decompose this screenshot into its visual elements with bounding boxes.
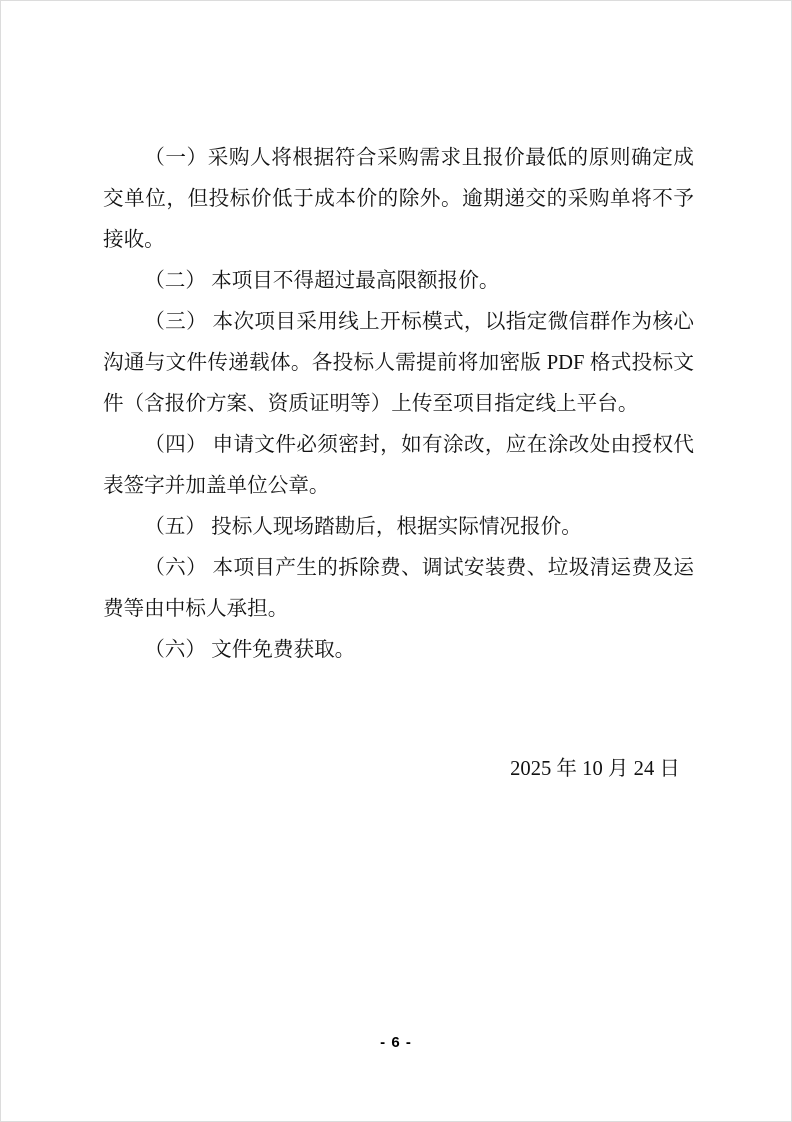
body-paragraph: （三） 本次项目采用线上开标模式，以指定微信群作为核心沟通与文件传递载体。各投标人需提前将加密版 PDF 格式投标文件（含报价方案、资质证明等）上传至项目指定线上平台。 xyxy=(103,311,694,415)
body-paragraph: （六） 本项目产生的拆除费、调试安装费、垃圾清运费及运费等由中标人承担。 xyxy=(103,557,694,620)
body-paragraph: （四） 申请文件必须密封，如有涂改，应在涂改处由授权代表签字并加盖单位公章。 xyxy=(103,434,694,497)
page-number: - 6 - xyxy=(380,1034,412,1051)
body-paragraph: （二） 本项目不得超过最高限额报价。 xyxy=(144,270,500,292)
body-paragraph: （六） 文件免费获取。 xyxy=(144,639,356,661)
date-line: 2025 年 10 月 24 日 xyxy=(510,758,680,780)
body-paragraph: （五） 投标人现场踏勘后，根据实际情况报价。 xyxy=(144,516,582,538)
document-body xyxy=(103,138,694,790)
body-paragraph: （一）采购人将根据符合采购需求且报价最低的原则确定成交单位，但投标价低于成本价的除外。逾期递交的采购单将不予接收。 xyxy=(103,147,694,251)
